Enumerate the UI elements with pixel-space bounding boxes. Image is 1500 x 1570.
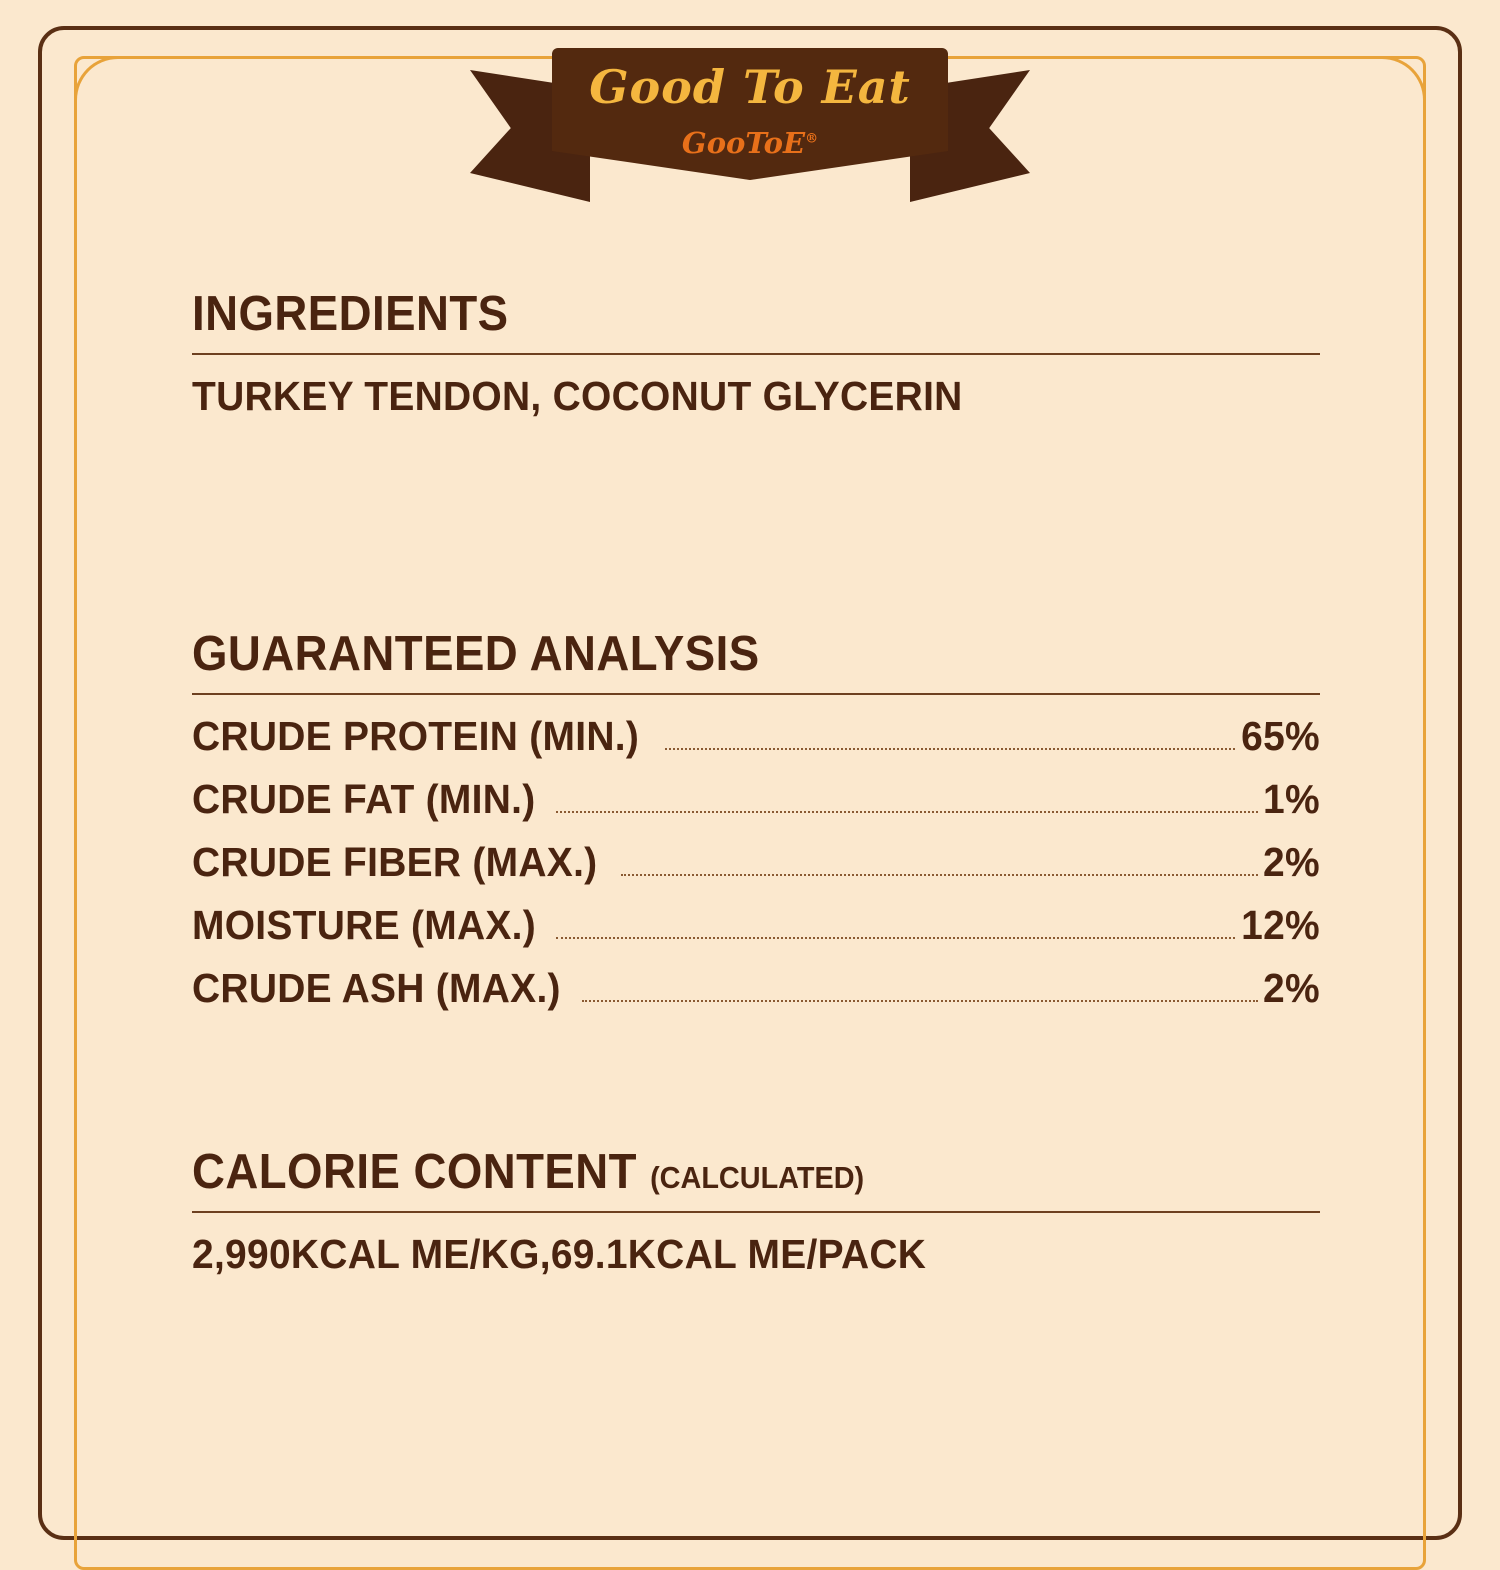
nutrient-value: 2% xyxy=(1263,839,1320,885)
nutrient-label: CRUDE FIBER (MAX.) xyxy=(192,839,598,885)
calorie-content-heading-suffix: (CALCULATED) xyxy=(650,1160,865,1195)
nutrient-value: 1% xyxy=(1263,776,1320,822)
guaranteed-analysis-divider xyxy=(192,693,1320,695)
brand-ribbon xyxy=(470,34,1030,209)
leader-dots xyxy=(621,873,1258,876)
table-row xyxy=(192,902,1320,949)
label-content xyxy=(192,287,1320,1278)
leader-dots xyxy=(556,810,1259,813)
nutrient-label: CRUDE FAT (MIN.) xyxy=(192,776,536,822)
nutrient-label: CRUDE ASH (MAX.) xyxy=(192,965,561,1011)
corner-ornament-top-right xyxy=(1380,56,1426,102)
brand-logo-label: GooToE xyxy=(681,126,806,160)
section-ingredients xyxy=(192,287,1320,420)
table-row xyxy=(192,839,1320,886)
guaranteed-analysis-heading: GUARANTEED ANALYSIS xyxy=(192,627,760,681)
nutrient-value: 65% xyxy=(1241,713,1320,759)
calorie-content-heading-main: CALORIE CONTENT xyxy=(192,1145,637,1199)
section-calorie-content xyxy=(192,1145,1320,1278)
calorie-content-text: 2,990KCAL ME/KG,69.1KCAL ME/PACK xyxy=(192,1231,927,1277)
table-row xyxy=(192,713,1320,760)
leader-dots xyxy=(556,936,1235,939)
ingredients-divider xyxy=(192,353,1320,355)
table-row xyxy=(192,965,1320,1012)
nutrient-value: 2% xyxy=(1263,965,1320,1011)
corner-ornament-top-left xyxy=(74,56,120,102)
ingredients-text: TURKEY TENDON, COCONUT GLYCERIN xyxy=(192,373,963,419)
nutrient-value: 12% xyxy=(1241,902,1320,948)
section-guaranteed-analysis xyxy=(192,627,1320,1012)
calorie-content-heading xyxy=(192,1145,1241,1199)
ingredients-heading: INGREDIENTS xyxy=(192,287,509,341)
leader-dots xyxy=(665,747,1235,750)
spacer xyxy=(192,1028,1320,1148)
registered-trademark-icon: ® xyxy=(805,131,819,147)
nutrient-label: CRUDE PROTEIN (MIN.) xyxy=(192,713,640,759)
brand-title: Good To Eat xyxy=(589,60,911,114)
calorie-content-divider xyxy=(192,1211,1320,1213)
table-row xyxy=(192,776,1320,823)
brand-logo-text xyxy=(470,126,1030,160)
nutrient-label: MOISTURE (MAX.) xyxy=(192,902,536,948)
leader-dots xyxy=(582,999,1258,1002)
spacer xyxy=(192,420,1320,630)
